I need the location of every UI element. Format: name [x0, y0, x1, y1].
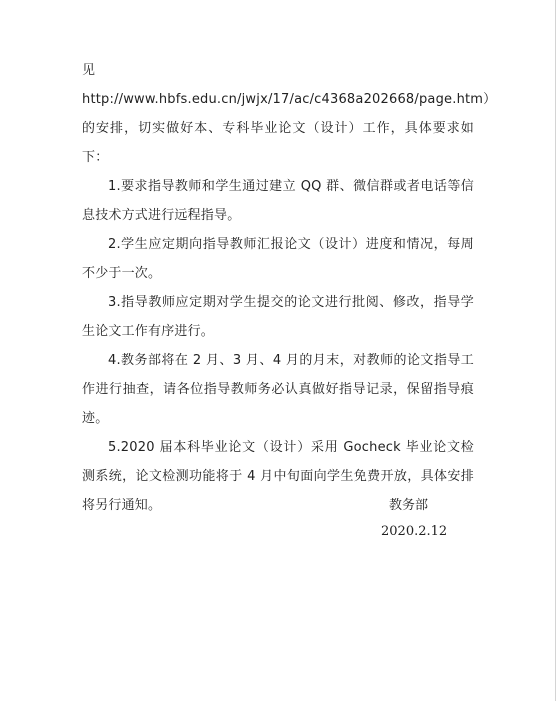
requirement-item-4: 4.教务部将在 2 月、3 月、4 月的月末，对教师的论文指导工作进行抽查，请各位指导教师务必认真做好指导记录，保留指导痕迹。: [82, 353, 474, 426]
requirement-item-5: 5.2020 届本科毕业论文（设计）采用 Gocheck 毕业论文检测系统，论文检测功能将于 4 月中旬面向学生免费开放，具体安排将另行通知。: [82, 440, 474, 513]
signature-date: 2020.2.12: [381, 524, 448, 539]
document-body: [82, 56, 497, 520]
signature-organization: 教务部: [389, 498, 429, 513]
requirement-item-2: 2.学生应定期向指导教师汇报论文（设计）进度和情况，每周不少于一次。: [82, 237, 474, 281]
requirement-item-1: 1.要求指导教师和学生通过建立 QQ 群、微信群或者电话等信息技术方式进行远程指导。: [82, 179, 474, 223]
requirement-item-3: 3.指导教师应定期对学生提交的论文进行批阅、修改，指导学生论文工作有序进行。: [82, 295, 474, 339]
intro-paragraph: 见 http://www.hbfs.edu.cn/jwjx/17/ac/c4368a202668/page.htm）的安排，切实做好本、专科毕业论文（设计）工作，具体要求如下：: [82, 63, 497, 165]
